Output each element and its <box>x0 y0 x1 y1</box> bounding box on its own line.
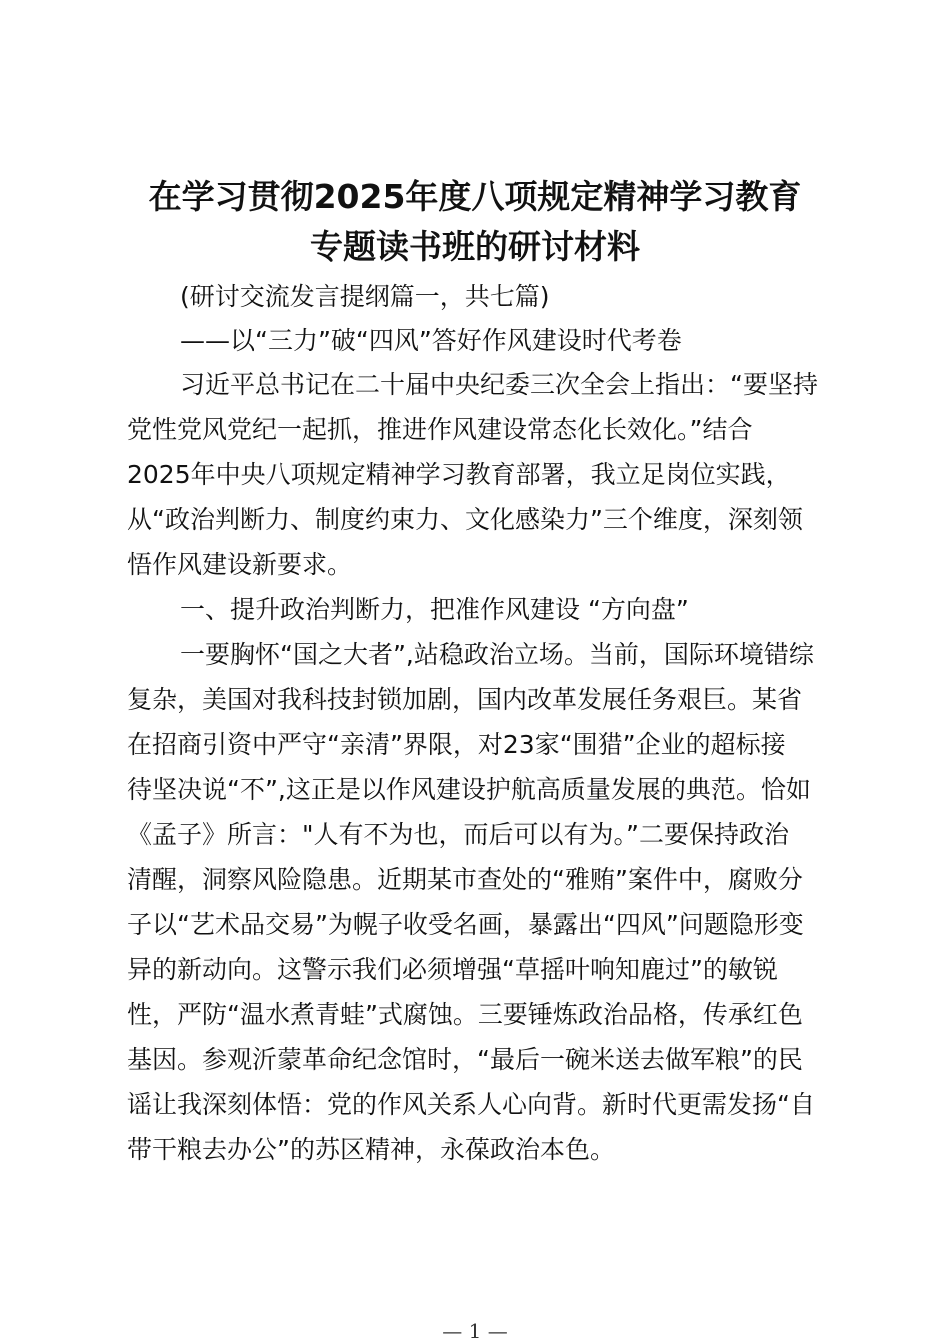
section-1-line: 待坚决说“不”,这正是以作风建设护航高质量发展的典范。恰如 <box>127 775 811 804</box>
section-1-line: 《孟子》所言："人有不为也，而后可以有为。”二要保持政治 <box>127 820 789 849</box>
section-1-line: 基因。参观沂蒙革命纪念馆时，“最后一碗米送去做军粮”的民 <box>127 1045 803 1074</box>
page-number: — 1 — <box>442 1319 508 1343</box>
section-1-line: 异的新动向。这警示我们必须增强“草摇叶响知鹿过”的敏锐 <box>127 955 778 984</box>
intro-line: 悟作风建设新要求。 <box>127 550 353 579</box>
document-title-line-1: 在学习贯彻2025年度八项规定精神学习教育 <box>148 177 802 216</box>
section-1-line: 在招商引资中严守“亲清”界限，对23家“围猎”企业的超标接 <box>127 730 786 759</box>
intro-line: 党性党风党纪一起抓，推进作风建设常态化长效化。”结合 <box>127 415 753 444</box>
intro-line: 习近平总书记在二十届中央纪委三次全会上指出：“要坚持 <box>180 370 818 399</box>
section-1-line: 性，严防“温水煮青蛙”式腐蚀。三要锤炼政治品格，传承红色 <box>127 1000 803 1029</box>
section-1-line: 清醒，洞察风险隐患。近期某市查处的“雅贿”案件中，腐败分 <box>127 865 803 894</box>
document-theme: ——以“三力”破“四风”答好作风建设时代考卷 <box>180 326 682 355</box>
section-1-line: 子以“艺术品交易”为幌子收受名画，暴露出“四风”问题隐形变 <box>127 910 804 939</box>
section-1-line: 带干粮去办公”的苏区精神，永葆政治本色。 <box>127 1135 615 1164</box>
intro-line: 2025年中央八项规定精神学习教育部署，我立足岗位实践， <box>127 460 791 489</box>
section-1-heading: 一、提升政治判断力，把准作风建设 “方向盘” <box>180 595 689 624</box>
document-title-line-2: 专题读书班的研讨材料 <box>310 227 640 266</box>
document-subtitle: (研讨交流发言提纲篇一，共七篇) <box>180 282 550 311</box>
section-1-line: 谣让我深刻体悟：党的作风关系人心向背。新时代更需发扬“自 <box>127 1090 815 1119</box>
intro-line: 从“政治判断力、制度约束力、文化感染力”三个维度，深刻领 <box>127 505 803 534</box>
section-1-line: 复杂，美国对我科技封锁加剧，国内改革发展任务艰巨。某省 <box>127 685 803 714</box>
section-1-line: 一要胸怀“国之大者”,站稳政治立场。当前，国际环境错综 <box>180 640 814 669</box>
